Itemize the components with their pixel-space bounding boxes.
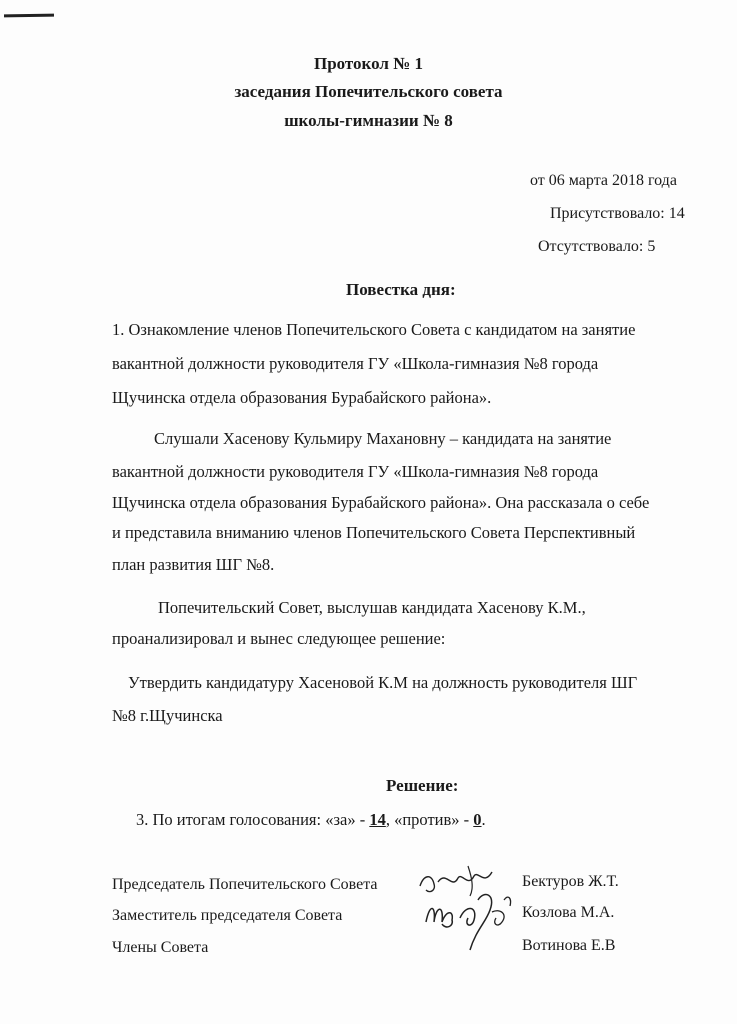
decision-heading: Решение: <box>386 776 459 795</box>
handwritten-signatures <box>412 860 520 960</box>
name-chairman: Бектуров Ж.Т. <box>522 873 619 890</box>
protocol-school: школы-гимназии № 8 <box>284 111 453 130</box>
agenda-item-line: вакантной должности руководителя ГУ «Школа-гимназия №8 города <box>112 354 599 373</box>
name-deputy: Козлова М.А. <box>522 904 615 921</box>
vote-against-count: 0 <box>473 810 482 829</box>
role-deputy: Заместитель председателя Совета <box>112 907 343 924</box>
vote-suffix: . <box>481 810 486 829</box>
council-line: Попечительский Совет, выслушав кандидата Хасенову К.М., <box>158 598 586 617</box>
agenda-item-line: 1. Ознакомление членов Попечительского Совета с кандидатом на занятие <box>112 320 636 339</box>
meeting-date: от 06 марта 2018 года <box>530 172 677 189</box>
vote-middle: , «против» - <box>385 810 474 829</box>
present-count: Присутствовало: 14 <box>550 205 685 222</box>
name-member: Вотинова Е.В <box>522 937 616 954</box>
agenda-item-line: Щучинска отдела образования Бурабайского района». <box>112 388 492 407</box>
scan-mark <box>4 14 54 18</box>
council-line: проанализировал и вынес следующее решение: <box>112 629 446 648</box>
agenda-heading: Повестка дня: <box>346 280 456 299</box>
vote-result <box>136 810 486 830</box>
heard-line: вакантной должности руководителя ГУ «Школа-гимназия №8 города <box>112 462 599 481</box>
role-chairman: Председатель Попечительского Совета <box>112 876 378 893</box>
protocol-title: Протокол № 1 <box>313 54 424 73</box>
vote-prefix: 3. По итогам голосования: «за» - <box>136 810 370 829</box>
heard-line: и представила вниманию членов Попечительского Совета Перспективный <box>112 523 636 542</box>
approve-line: Утвердить кандидатуру Хасеновой К.М на должность руководителя ШГ <box>128 673 638 692</box>
absent-count: Отсутствовало: 5 <box>538 238 656 255</box>
heard-line: Слушали Хасенову Кульмиру Махановну – кандидата на занятие <box>154 429 612 448</box>
heard-line: Щучинска отдела образования Бурабайского района». Она рассказала о себе <box>112 493 650 512</box>
approve-line: №8 г.Щучинска <box>112 706 223 725</box>
heard-line: план развития ШГ №8. <box>112 555 275 574</box>
vote-for-count: 14 <box>369 810 386 829</box>
protocol-subtitle: заседания Попечительского совета <box>234 82 503 101</box>
role-members: Члены Совета <box>112 939 209 956</box>
